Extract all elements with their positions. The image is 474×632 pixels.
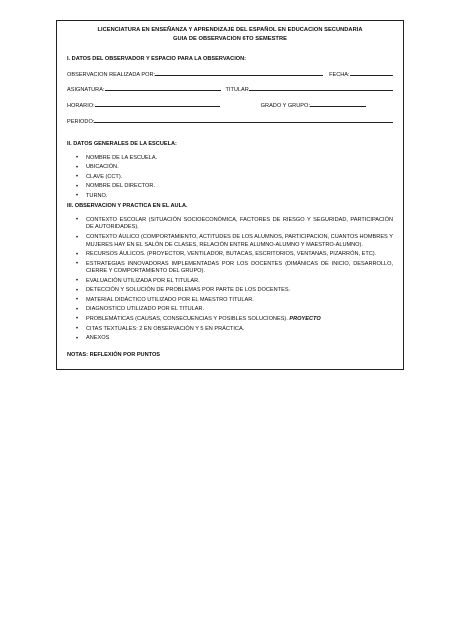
list-item: • CONTEXTO ÁULICO (COMPORTAMIENTO, ACTITUDES DE LOS ALUMNOS, PARTICIPACION, CUANTOS HOMBRES Y MUJERES HAY EN EL SALÓN DE CLASES, RELACIÓN ENTRE ALUMNO-ALUMNO Y MAESTRO-ALUMNO).: [67, 234, 393, 249]
list-item: • ANEXOS: [67, 335, 393, 343]
grado-grupo-label: GRADO Y GRUPO:: [260, 103, 310, 110]
list-item: • RECURSOS ÁULICOS. (PROYECTOR, VENTILADOR, BUTACAS, ESCRITORIOS, VENTANAS, PIZARRÓN, ETC).: [67, 251, 393, 259]
list-item: • TURNO.: [67, 193, 393, 201]
list-item: • ESTRATEGIAS INNOVADORAS IMPLEMENTADAS POR LOS DOCENTES (DIMÁNICAS DE INICIO, DESARROLLO, CIERRE Y COMPORTAMIENTO DEL GRUPO).: [67, 261, 393, 276]
title-line-2: GUIA DE OBSERVACION 6TO SEMESTRE: [173, 35, 287, 42]
fecha-field[interactable]: [350, 69, 393, 76]
asignatura-row: [67, 84, 393, 95]
periodo-label: PERIODO:: [67, 118, 95, 125]
observacion-label: OBSERVACION REALIZADA POR:: [67, 71, 156, 78]
list-item: • EVALUACIÓN UTILIZADA POR EL TITULAR.: [67, 278, 393, 286]
section-3-heading: III. OBSERVACION Y PRACTICA EN EL AULA.: [67, 203, 188, 210]
horario-row: [67, 100, 393, 111]
notes-heading: NOTAS: REFLEXIÓN POR PUNTOS: [67, 351, 161, 358]
document-title: [67, 27, 393, 43]
list-item: • CLAVE (CCT).: [67, 174, 393, 182]
list-item: • CITAS TEXTUALES: 2 EN OBSERVACIÓN Y 5 EN PRÁCTICA.: [67, 326, 393, 334]
list-item: • DETECCIÓN Y SOLUCIÓN DE PROBLEMAS POR PARTE DE LOS DOCENTES.: [67, 287, 393, 295]
asignatura-label: ASIGNATURA:: [67, 87, 105, 94]
proyecto-emphasis: PROYECTO: [289, 315, 321, 322]
list-item: • CONTEXTO ESCOLAR (SITUACIÓN SOCIOECONÓMICA, FACTORES DE RIESGO Y SEGURIDAD, PARTICIPACIÓN DE AUTORIDADES).: [67, 217, 393, 232]
horario-field[interactable]: [95, 100, 220, 107]
section-1-heading: I. DATOS DEL OBSERVADOR Y ESPACIO PARA LA OBSERVACION:: [67, 56, 247, 63]
list-item: • DIAGNOSTICO UTILIZADO POR EL TITULAR.: [67, 306, 393, 314]
horario-label: HORARIO:: [67, 103, 95, 110]
fecha-label: FECHA:: [329, 71, 350, 78]
problematicas-text: PROBLEMÁTICAS (CAUSAS, CONSECUENCIAS Y POSIBLES SOLUCIONES).: [86, 315, 288, 322]
periodo-row: [67, 116, 393, 127]
school-data-list: [67, 155, 393, 201]
grado-grupo-field[interactable]: [310, 100, 366, 107]
titular-field[interactable]: [249, 84, 393, 91]
section-2-heading: II. DATOS GENERALES DE LA ESCUELA:: [67, 141, 177, 148]
list-item: • UBICACIÓN.: [67, 164, 393, 172]
classroom-observation-list: [67, 217, 393, 343]
periodo-field[interactable]: [94, 116, 393, 123]
observacion-row: [67, 69, 393, 80]
asignatura-field[interactable]: [105, 84, 221, 91]
list-item-problematicas: [67, 316, 393, 324]
list-item: • NOMBRE DE LA ESCUELA.: [67, 155, 393, 163]
document-page: [56, 20, 404, 370]
observacion-field[interactable]: [155, 69, 323, 76]
list-item: • NOMBRE DEL DIRECTOR.: [67, 183, 393, 191]
titular-label: TITULAR: [225, 87, 249, 94]
list-item: • MATERIAL DIDÁCTICO UTILIZADO POR EL MAESTRO TITULAR.: [67, 297, 393, 305]
title-line-1: LICENCIATURA EN ENSEÑANZA Y APRENDIZAJE DEL ESPAÑOL EN EDUCACION SECUNDARIA: [97, 27, 363, 33]
